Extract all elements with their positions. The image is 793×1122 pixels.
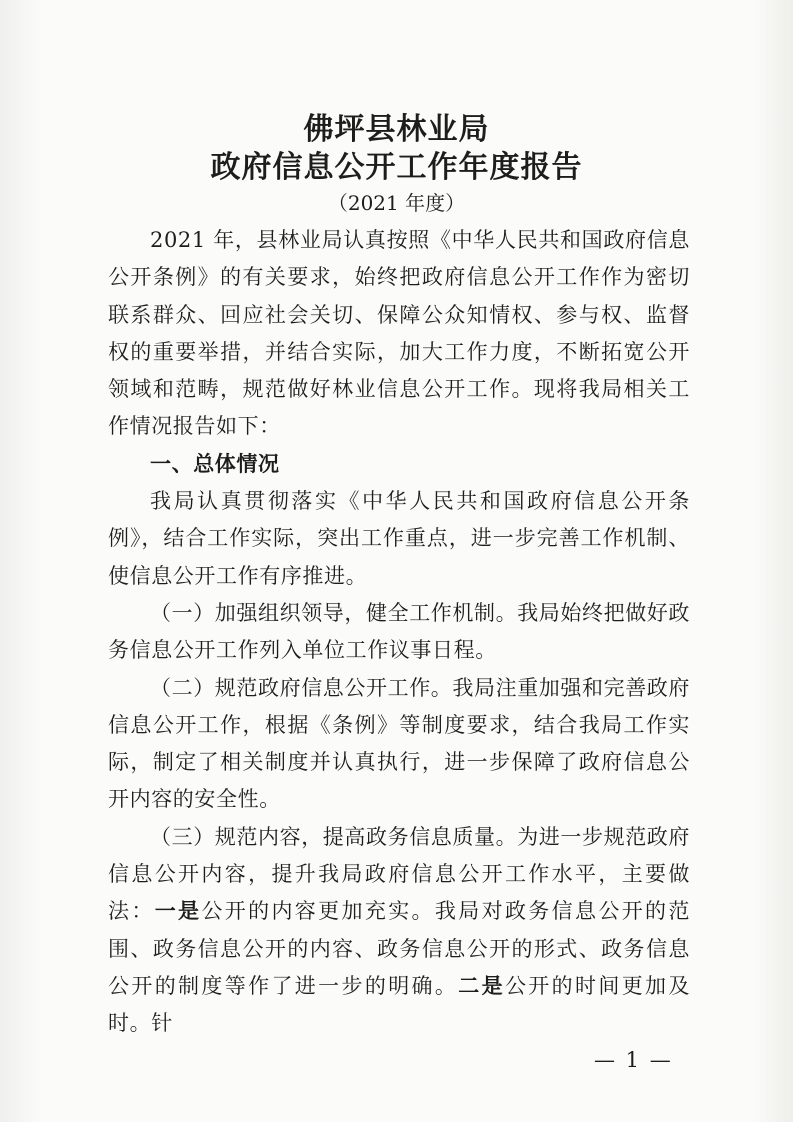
item-1-paragraph: （一）加强组织领导，健全工作机制。我局始终把做好政务信息公开工作列入单位工作议事日程。 bbox=[108, 600, 690, 663]
item-3-text-a: （三）规范内容，提高政务信息质量。为进一步规范政府信息公开内容，提升我局政府信息公开工作水平，主要做法： bbox=[108, 824, 690, 924]
year-note: （2021 年度） bbox=[327, 191, 466, 215]
item-3-text-b: 公开的内容更加充实。我局对政务信息公开的范围、政务信息公开的内容、政务信息公开的形式、政务信息公开的制度等作了进一步的明确。 bbox=[108, 899, 690, 998]
item-3-paragraph bbox=[108, 819, 690, 1043]
item-3-text-c: 公开的时间更加及时。针 bbox=[108, 973, 690, 1036]
page-number: — 1 — bbox=[594, 1048, 673, 1072]
item-3-lead-2: 二是 bbox=[458, 973, 505, 998]
intro-paragraph: 2021 年，县林业局认真按照《中华人民共和国政府信息公开条例》的有关要求，始终把政府信息公开工作作为密切联系群众、回应社会关切、保障公众知情权、参与权、监督权的重要举措，并结合实际，加大工作力度，不断拓宽公开领域和范畴，规范做好林业信息公开工作。现将我局相关工作情况报告如下： bbox=[108, 228, 690, 439]
document-title-line2: 政府信息公开工作年度报告 bbox=[210, 150, 583, 185]
document-title-line1: 佛坪县林业局 bbox=[303, 112, 490, 147]
document-body bbox=[108, 222, 690, 1043]
section-intro-paragraph: 我局认真贯彻落实《中华人民共和国政府信息公开条例》，结合工作实际，突出工作重点，进一步完善工作机制、使信息公开工作有序推进。 bbox=[108, 489, 690, 588]
item-2-paragraph: （二）规范政府信息公开工作。我局注重加强和完善政府信息公开工作，根据《条例》等制度要求，结合我局工作实际，制定了相关制度并认真执行，进一步保障了政府信息公开内容的安全性。 bbox=[108, 675, 690, 812]
item-3-lead-1: 一是 bbox=[154, 899, 202, 924]
section-heading-overview: 一、总体情况 bbox=[150, 451, 280, 476]
